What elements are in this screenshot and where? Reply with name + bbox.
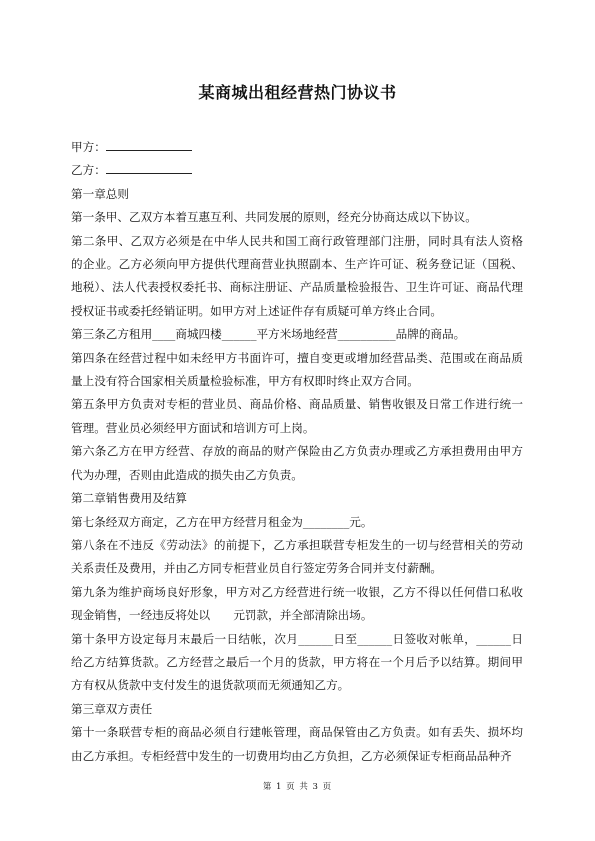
chapter-1-heading: 第一章总则: [71, 186, 129, 201]
article-11: 第十一条联营专柜的商品必须自行建帐管理，商品保管由乙方负责。如有丢失、损坏均由乙方承担。专柜经营中发生的一切费用均由乙方负担，乙方必须保证专柜商品品种齐: [71, 725, 523, 763]
chapter-2-heading: 第二章销售费用及结算: [71, 491, 187, 506]
party-b-label: 乙方：: [71, 163, 106, 178]
page-footer: 第 1 页 共 3 页: [262, 782, 333, 792]
party-b-line: [71, 159, 523, 182]
party-a-line: [71, 136, 523, 159]
article-2: 第二条甲、乙双方必须是在中华人民共和国工商行政管理部门注册，同时具有法人资格的企业。乙方必须向甲方提供代理商营业执照副本、生产许可证、税务登记证（国税、地税）、法人代表授权委托书、商标注册证、产品质量检验报告、卫生许可证、商品代理授权证书或委托经销证明。如甲方对上述证件存有质疑可单方终止合同。: [71, 233, 523, 318]
chapter-3-heading: 第三章双方责任: [71, 701, 153, 716]
article-8: 第八条在不违反《劳动法》的前提下，乙方承担联营专柜发生的一切与经营相关的劳动关系责任及费用，并由乙方同专柜营业员自行签定劳务合同并支付薪酬。: [71, 537, 523, 576]
party-b-blank: [106, 161, 192, 174]
party-a-label: 甲方：: [71, 140, 106, 154]
article-7: 第七条经双方商定，乙方在甲方经营月租金为________元。: [71, 514, 373, 529]
article-4: 第四条在经营过程中如未经甲方书面许可，擅自变更或增加经营品类、范围或在商品质量上没有符合国家相关质量检验标准，甲方有权即时终止双方合同。: [71, 350, 523, 389]
article-5: 第五条甲方负责对专柜的营业员、商品价格、商品质量、销售收银及日常工作进行统一管理。营业员必须经甲方面试和培训方可上岗。: [71, 397, 523, 435]
party-a-blank: [106, 138, 192, 151]
article-6: 第六条乙方在甲方经营、存放的商品的财产保险由乙方负责办理或乙方承担费用由甲方代为办理，否则由此造成的损失由乙方负责。: [71, 444, 523, 482]
article-9: 第九条为维护商场良好形象，甲方对乙方经营进行统一收银，乙方不得以任何借口私收现金销售，一经违反将处以 元罚款，并全部清除出场。: [71, 584, 523, 623]
article-3: 第三条乙方租用____商城四楼______平方米场地经营__________品牌的商品。: [71, 327, 466, 342]
article-10: 第十条甲方设定每月末最后一日结帐，次月______日至______日签收对帐单，______日给乙方结算货款。乙方经营之最后一个月的货款，甲方将在一个月后予以结算。期间甲方有权从货款中支付发生的退货款项而无须通知乙方。: [71, 631, 523, 693]
document-body: [71, 136, 523, 768]
document-title: 某商城出租经营热门协议书: [198, 83, 397, 102]
article-1: 第一条甲、乙双方本着互惠互利、共同发展的原则，经充分协商达成以下协议。: [71, 210, 477, 225]
